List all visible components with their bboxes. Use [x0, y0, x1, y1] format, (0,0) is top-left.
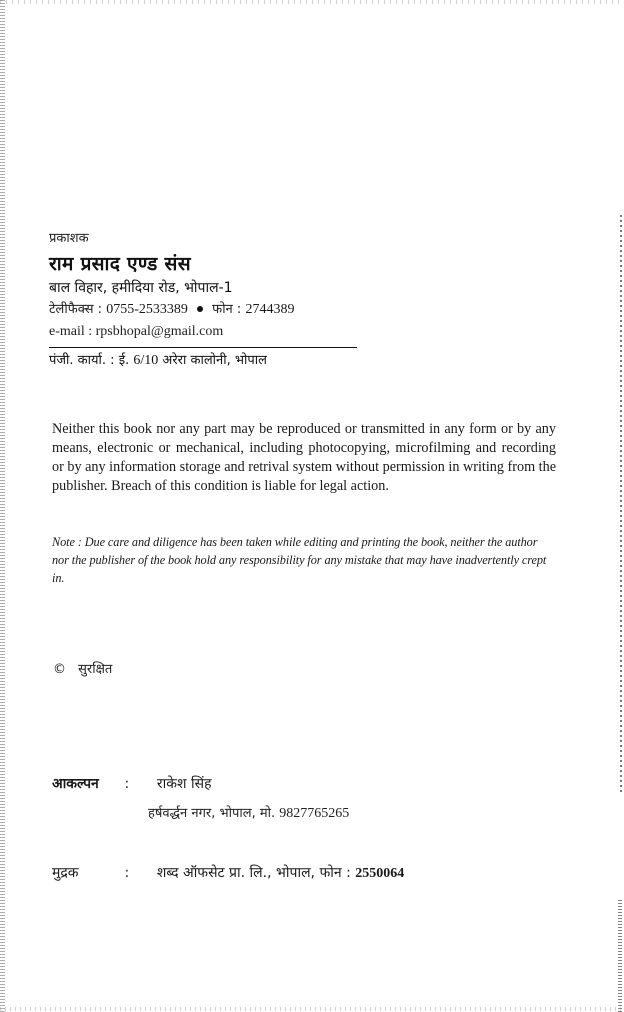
disclaimer-note: Note : Due care and diligence has been taken while editing and printing the book, neither the author nor the publisher of the book hold any responsibility for any mistake that may have inadvertently crept in. — [52, 535, 547, 585]
phone-number: 2744389 — [245, 302, 295, 317]
telefax-label: टेलीफैक्स : — [49, 302, 103, 317]
scan-edge-top — [0, 0, 624, 4]
designer-mobile: 9827765265 — [279, 806, 350, 821]
publisher-name: राम प्रसाद एण्ड संस — [49, 253, 191, 275]
scan-edge-bottom — [0, 1007, 624, 1011]
registered-address-number: 6/10 — [133, 353, 159, 368]
telefax-number: 0755-2533389 — [106, 302, 188, 317]
registered-office — [49, 350, 369, 372]
design-credit — [52, 773, 212, 795]
designer-name: राकेश सिंह — [156, 776, 212, 792]
copyright-text: सुरक्षित — [78, 662, 113, 677]
designer-address-text: हर्षवर्द्धन नगर, भोपाल, मो. — [148, 806, 276, 821]
design-credit-label: आकल्पन — [52, 776, 99, 792]
printer-phone: 2550064 — [355, 866, 405, 881]
rights-notice: Neither this book nor any part may be reproduced or transmitted in any form or by any means, electronic or mechanical, including photocopying, microfilming and recording or by any information storage and retrival system without permission in writing from the publisher. Breach of this condition is liable for legal action. — [52, 421, 556, 494]
printer-name: शब्द ऑफसेट प्रा. लि., भोपाल, फोन : — [156, 865, 351, 881]
divider-rule — [49, 347, 357, 348]
publisher-contact-line — [49, 299, 369, 321]
design-credit-colon: : — [124, 776, 130, 792]
publisher-label: प्रकाशक — [49, 231, 89, 246]
publisher-email: e-mail : rpsbhopal@gmail.com — [49, 324, 224, 339]
copyright-icon: © — [53, 662, 66, 677]
scan-edge-right-bottom — [618, 900, 622, 1012]
printer-credit — [52, 862, 404, 885]
printer-credit-colon: : — [124, 865, 130, 881]
registered-address-prefix: ई. — [118, 353, 130, 368]
designer-address — [148, 803, 349, 825]
printer-credit-label: मुद्रक — [52, 865, 79, 881]
registered-office-label: पंजी. कार्या. : — [49, 353, 115, 368]
publisher-address: बाल विहार, हमीदिया रोड, भोपाल-1 — [49, 280, 233, 296]
phone-label: फोन : — [212, 302, 242, 317]
registered-address-rest: अरेरा कालोनी, भोपाल — [162, 353, 267, 368]
scan-edge-left — [0, 0, 5, 1012]
publisher-block — [49, 230, 369, 372]
copyright-reserved — [53, 660, 112, 680]
scan-edge-right — [620, 215, 622, 795]
bullet-separator-icon — [197, 306, 203, 312]
